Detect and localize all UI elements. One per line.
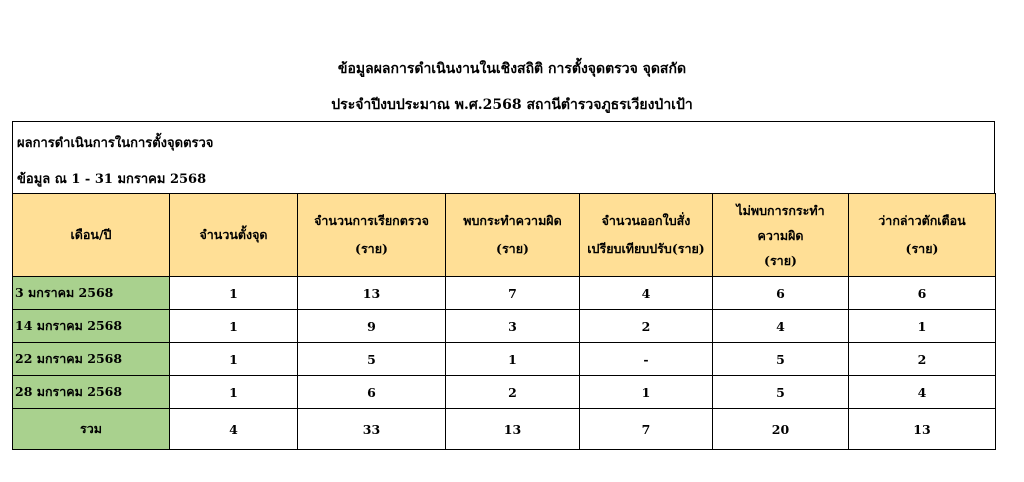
date-cell: 14 มกราคม 2568 [13,310,170,343]
inspections-cell: 9 [298,310,446,343]
warnings-cell: 1 [849,310,996,343]
column-header-month [13,194,170,277]
tickets-cell: 4 [580,277,713,310]
total-no-offense-cell: 20 [713,409,849,450]
total-offenses-cell: 13 [446,409,580,450]
tickets-cell: - [580,343,713,376]
tickets-cell: 1 [580,376,713,409]
column-header-label: ว่ากล่าวตักเตือน [878,213,966,228]
column-header-no-offense [713,194,849,277]
date-range: ข้อมูล ณ 1 - 31 มกราคม 2568 [17,172,207,187]
no-offense-cell: 6 [713,277,849,310]
total-warnings-cell: 13 [849,409,996,450]
column-header-label-cont: ความผิด [757,227,804,243]
section-header-box [12,121,995,193]
offenses-cell: 1 [446,343,580,376]
offenses-cell: 7 [446,277,580,310]
table-header-row [13,194,996,277]
date-cell: 22 มกราคม 2568 [13,343,170,376]
date-cell: 3 มกราคม 2568 [13,277,170,310]
table-row [13,277,996,310]
column-header-unit: เปรียบเทียบปรับ(ราย) [587,241,705,256]
warnings-cell: 2 [849,343,996,376]
tickets-cell: 2 [580,310,713,343]
no-offense-cell: 5 [713,343,849,376]
total-checkpoints-cell: 4 [170,409,298,450]
checkpoints-cell: 1 [170,310,298,343]
column-header-inspections [298,194,446,277]
report-subtitle: ประจำปีงบประมาณ พ.ศ.2568 สถานีตำรวจภูธรเวียงป่าเป้า [331,97,693,113]
column-header-unit: (ราย) [905,241,939,256]
column-header-label: ไม่พบการกระทำ [736,202,825,218]
offenses-cell: 2 [446,376,580,409]
table-row [13,343,996,376]
checkpoints-cell: 1 [170,376,298,409]
date-cell: 28 มกราคม 2568 [13,376,170,409]
total-tickets-cell: 7 [580,409,713,450]
column-header-label: จำนวนออกใบสั่ง [601,213,691,228]
column-header-label: จำนวนตั้งจุด [199,227,268,242]
table-row [13,310,996,343]
checkpoints-cell: 1 [170,343,298,376]
warnings-cell: 4 [849,376,996,409]
report-title: ข้อมูลผลการดำเนินงานในเชิงสถิติ การตั้งจุดตรวจ จุดสกัด [337,61,687,77]
column-header-unit: (ราย) [496,241,529,256]
section-heading: ผลการดำเนินการในการตั้งจุดตรวจ [17,136,214,151]
total-label-cell: รวม [13,409,170,450]
column-header-label: เดือน/ปี [70,227,112,242]
inspections-cell: 5 [298,343,446,376]
column-header-warnings [849,194,996,277]
column-header-unit: (ราย) [355,241,388,256]
column-header-label: พบกระทำความผิด [463,213,562,228]
warnings-cell: 6 [849,277,996,310]
table-row [13,376,996,409]
column-header-offenses [446,194,580,277]
column-header-unit: (ราย) [764,252,797,268]
checkpoints-cell: 1 [170,277,298,310]
total-inspections-cell: 33 [298,409,446,450]
total-row [13,409,996,450]
inspections-cell: 6 [298,376,446,409]
column-header-checkpoints [170,194,298,277]
no-offense-cell: 5 [713,376,849,409]
column-header-label: จำนวนการเรียกตรวจ [314,213,429,228]
offenses-cell: 3 [446,310,580,343]
no-offense-cell: 4 [713,310,849,343]
inspections-cell: 13 [298,277,446,310]
column-header-tickets [580,194,713,277]
results-table [12,193,996,450]
